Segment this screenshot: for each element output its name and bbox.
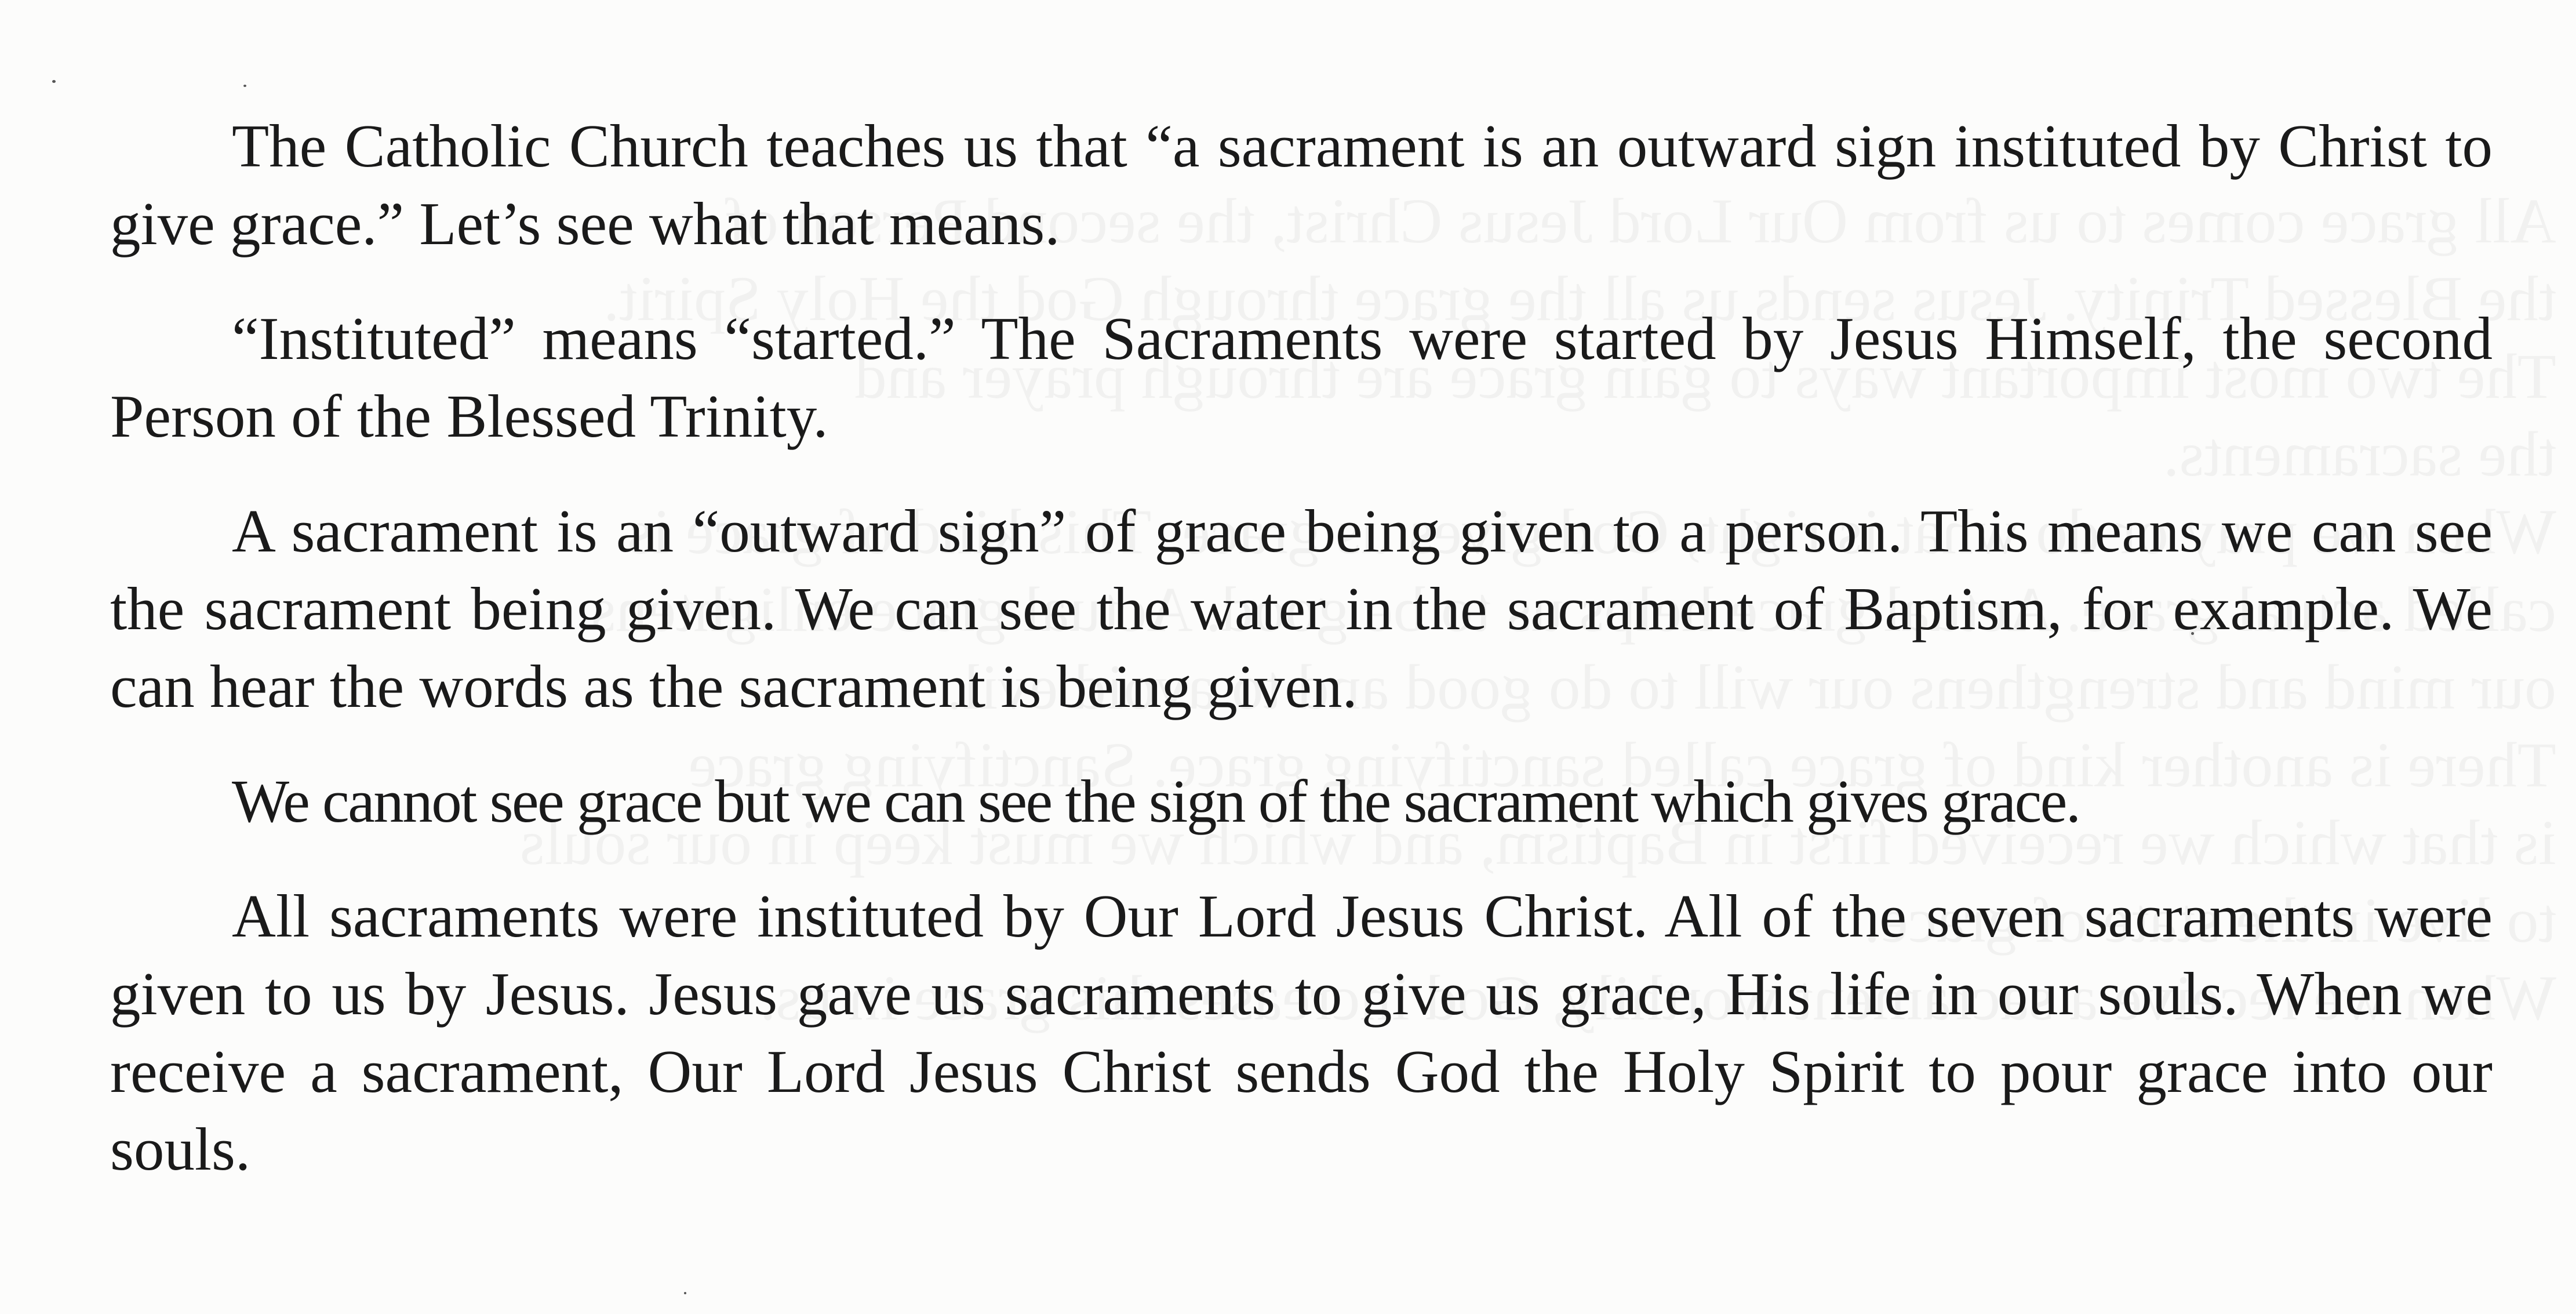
paragraph-grace-sign: We cannot see grace but we can see the sign of the sacrament which gives grace. (232, 767, 2080, 835)
paragraph-outward-sign: A sacrament is an “outward sign” of grace being given to a person. This means we can see the sacrament being given. We can see the water in the sacrament of Baptism, for example. We can hear the words as the sacrament is being given. (110, 497, 2493, 720)
body-text (110, 107, 2493, 1225)
paragraph-sacrament-definition: The Catholic Church teaches us that “a sacrament is an outward sign instituted by Christ to give grace.” Let’s see what that means. (110, 112, 2493, 257)
scan-speck (52, 80, 56, 83)
scan-speck (684, 1292, 686, 1294)
scan-speck (243, 85, 246, 87)
paragraph-seven-sacraments: All sacraments were instituted by Our Lord Jesus Christ. All of the seven sacraments were given to us by Jesus. Jesus gave us sacraments to give us grace, His life in our souls. When we receive a sacrament, Our Lord Jesus Christ sends God the Holy Spirit to pour grace into our souls. (110, 882, 2493, 1183)
paragraph-instituted-meaning: “Instituted” means “started.” The Sacraments were started by Jesus Himself, the second Person of the Blessed Trinity. (110, 304, 2493, 450)
